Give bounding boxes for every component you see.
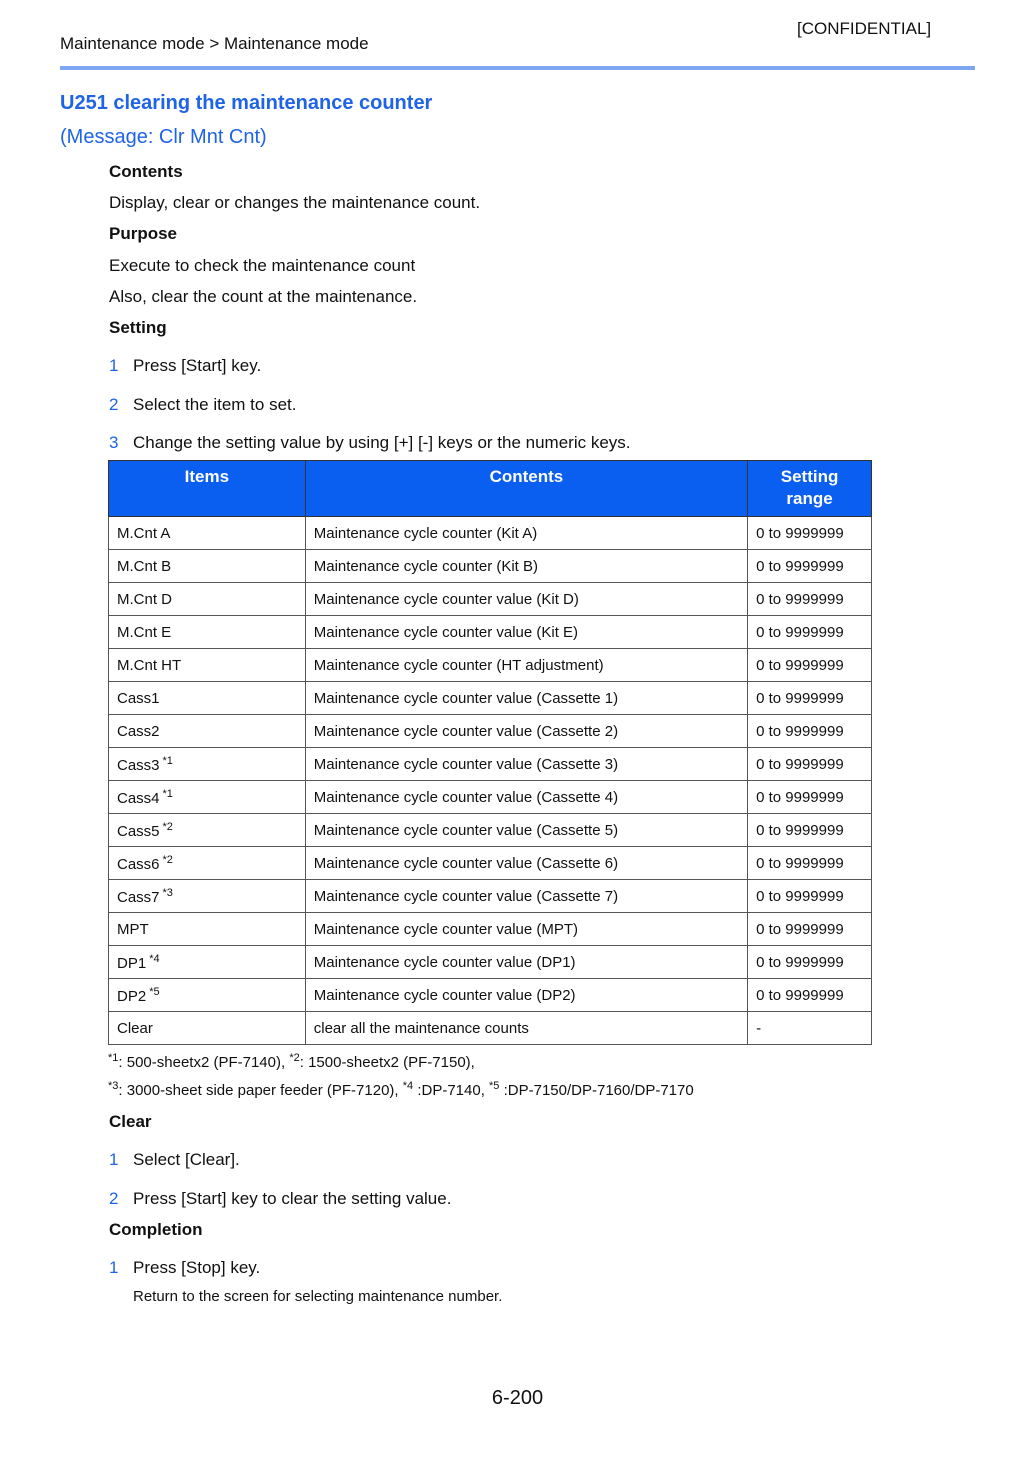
cell-setting-range: 0 to 9999999 [748,880,872,913]
cell-item [109,847,306,880]
cell-setting-range: 0 to 9999999 [748,616,872,649]
cell-item [109,616,306,649]
cell-contents: Maintenance cycle counter value (DP2) [305,979,747,1012]
cell-item [109,946,306,979]
item-footnote-mark: *1 [162,787,173,800]
item-name: MPT [117,920,149,938]
cell-item [109,748,306,781]
item-name: M.Cnt D [117,590,173,608]
cell-contents: Maintenance cycle counter value (Cassette 6) [305,847,747,880]
item-name: Cass7 [117,888,160,906]
table-row [109,517,872,550]
completion-step-1 [109,1258,260,1278]
table-row [109,715,872,748]
cell-item [109,1012,306,1045]
step-text: Press [Start] key. [133,356,262,375]
cell-setting-range: - [748,1012,872,1045]
column-header-items: Items [109,461,306,517]
table-row [109,847,872,880]
item-footnote-mark: *4 [149,952,160,965]
step-text: Change the setting value by using [+] [-] keys or the numeric keys. [133,433,631,452]
completion-heading: Completion [109,1220,203,1239]
cell-item [109,979,306,1012]
breadcrumb: Maintenance mode > Maintenance mode [60,34,369,53]
footnotes-line-1 [108,1052,475,1071]
step-number: 1 [109,356,119,375]
cell-item [109,649,306,682]
footnote-mark: *2 [289,1052,300,1064]
contents-text: Display, clear or changes the maintenance count. [109,193,481,212]
item-name: M.Cnt A [117,524,171,542]
cell-contents: Maintenance cycle counter value (Cassette 3) [305,748,747,781]
cell-contents: Maintenance cycle counter value (Cassette 7) [305,880,747,913]
cell-contents: Maintenance cycle counter (HT adjustment) [305,649,747,682]
maintenance-counter-table [108,460,872,1045]
cell-contents: Maintenance cycle counter value (Kit E) [305,616,747,649]
item-name: M.Cnt HT [117,656,182,674]
clear-step-1 [109,1150,240,1170]
footnote-mark: *4 [402,1080,414,1092]
clear-step-2 [109,1189,451,1209]
step-number: 2 [109,395,119,414]
item-footnote-mark: *2 [162,820,173,833]
step-number: 3 [109,433,119,452]
table-row [109,979,872,1012]
cell-setting-range: 0 to 9999999 [748,781,872,814]
cell-item [109,715,306,748]
cell-item [109,682,306,715]
setting-step-3 [109,433,631,453]
setting-heading: Setting [109,318,167,337]
table-header-row [109,461,872,517]
table-row [109,1012,872,1045]
header-divider [60,66,975,70]
cell-setting-range: 0 to 9999999 [748,517,872,550]
cell-item [109,550,306,583]
footnote-text: : 3000-sheet side paper feeder (PF-7120), [118,1082,403,1099]
page-number: 6-200 [491,1387,544,1409]
cell-setting-range: 0 to 9999999 [748,682,872,715]
cell-contents: Maintenance cycle counter (Kit A) [305,517,747,550]
table-row [109,583,872,616]
cell-setting-range: 0 to 9999999 [748,715,872,748]
purpose-heading: Purpose [109,224,178,243]
cell-item [109,517,306,550]
table-body [109,517,872,1045]
page-title: U251 clearing the maintenance counter [60,92,433,114]
footnote-text: :DP-7140, [413,1082,490,1099]
cell-setting-range: 0 to 9999999 [748,649,872,682]
item-name: M.Cnt E [117,623,172,641]
item-name: Cass4 [117,789,160,807]
cell-item [109,814,306,847]
footnotes-line-2 [108,1080,694,1099]
cell-setting-range: 0 to 9999999 [748,748,872,781]
confidential-label: [CONFIDENTIAL] [797,19,932,38]
table-row [109,913,872,946]
purpose-line-2: Also, clear the count at the maintenance. [109,287,418,306]
item-name: M.Cnt B [117,557,172,575]
footnote-text: :DP-7150/DP-7160/DP-7170 [499,1082,694,1099]
purpose-line-1: Execute to check the maintenance count [109,256,416,275]
cell-setting-range: 0 to 9999999 [748,913,872,946]
item-footnote-mark: *1 [162,754,173,767]
cell-contents: Maintenance cycle counter value (Cassette 1) [305,682,747,715]
step-number: 1 [109,1258,119,1277]
contents-heading: Contents [109,162,183,181]
column-header-contents: Contents [305,461,747,517]
step-text: Select [Clear]. [133,1150,240,1169]
step-number: 2 [109,1189,119,1208]
cell-contents: Maintenance cycle counter value (Cassette 2) [305,715,747,748]
footnote-mark: *3 [108,1080,119,1092]
item-name: Cass2 [117,722,160,740]
column-header-setting-range: Setting range [748,461,872,517]
cell-contents: Maintenance cycle counter value (DP1) [305,946,747,979]
cell-setting-range: 0 to 9999999 [748,814,872,847]
completion-note: Return to the screen for selecting maintenance number. [133,1288,503,1305]
cell-contents: Maintenance cycle counter value (Cassette 4) [305,781,747,814]
setting-step-1 [109,356,261,376]
cell-setting-range: 0 to 9999999 [748,550,872,583]
item-footnote-mark: *3 [162,886,173,899]
clear-heading: Clear [109,1112,152,1131]
cell-setting-range: 0 to 9999999 [748,847,872,880]
item-name: Clear [117,1019,153,1037]
item-name: Cass3 [117,756,160,774]
table-row [109,649,872,682]
table-row [109,814,872,847]
item-name: Cass5 [117,822,160,840]
table-row [109,880,872,913]
item-name: DP1 [117,954,147,972]
cell-setting-range: 0 to 9999999 [748,583,872,616]
table-row [109,682,872,715]
item-name: Cass1 [117,689,160,707]
cell-setting-range: 0 to 9999999 [748,979,872,1012]
footnote-mark: *5 [489,1080,500,1092]
cell-item [109,913,306,946]
cell-contents: Maintenance cycle counter value (Cassette 5) [305,814,747,847]
cell-item [109,781,306,814]
footnote-text: : 1500-sheetx2 (PF-7150), [299,1054,475,1071]
cell-contents: clear all the maintenance counts [305,1012,747,1045]
cell-contents: Maintenance cycle counter value (Kit D) [305,583,747,616]
table-row [109,550,872,583]
cell-item [109,880,306,913]
item-footnote-mark: *2 [162,853,173,866]
page-subtitle: (Message: Clr Mnt Cnt) [60,126,267,148]
cell-contents: Maintenance cycle counter value (MPT) [305,913,747,946]
item-name: Cass6 [117,855,160,873]
setting-step-2 [109,395,296,415]
item-footnote-mark: *5 [149,985,160,998]
cell-contents: Maintenance cycle counter (Kit B) [305,550,747,583]
footnote-mark: *1 [108,1052,119,1064]
table-row [109,781,872,814]
table-row [109,616,872,649]
footnote-text: : 500-sheetx2 (PF-7140), [118,1054,290,1071]
step-number: 1 [109,1150,119,1169]
item-name: DP2 [117,987,147,1005]
table-row [109,748,872,781]
step-text: Press [Stop] key. [133,1258,261,1277]
cell-setting-range: 0 to 9999999 [748,946,872,979]
table-row [109,946,872,979]
cell-item [109,583,306,616]
step-text: Press [Start] key to clear the setting value. [133,1189,452,1208]
step-text: Select the item to set. [133,395,297,414]
